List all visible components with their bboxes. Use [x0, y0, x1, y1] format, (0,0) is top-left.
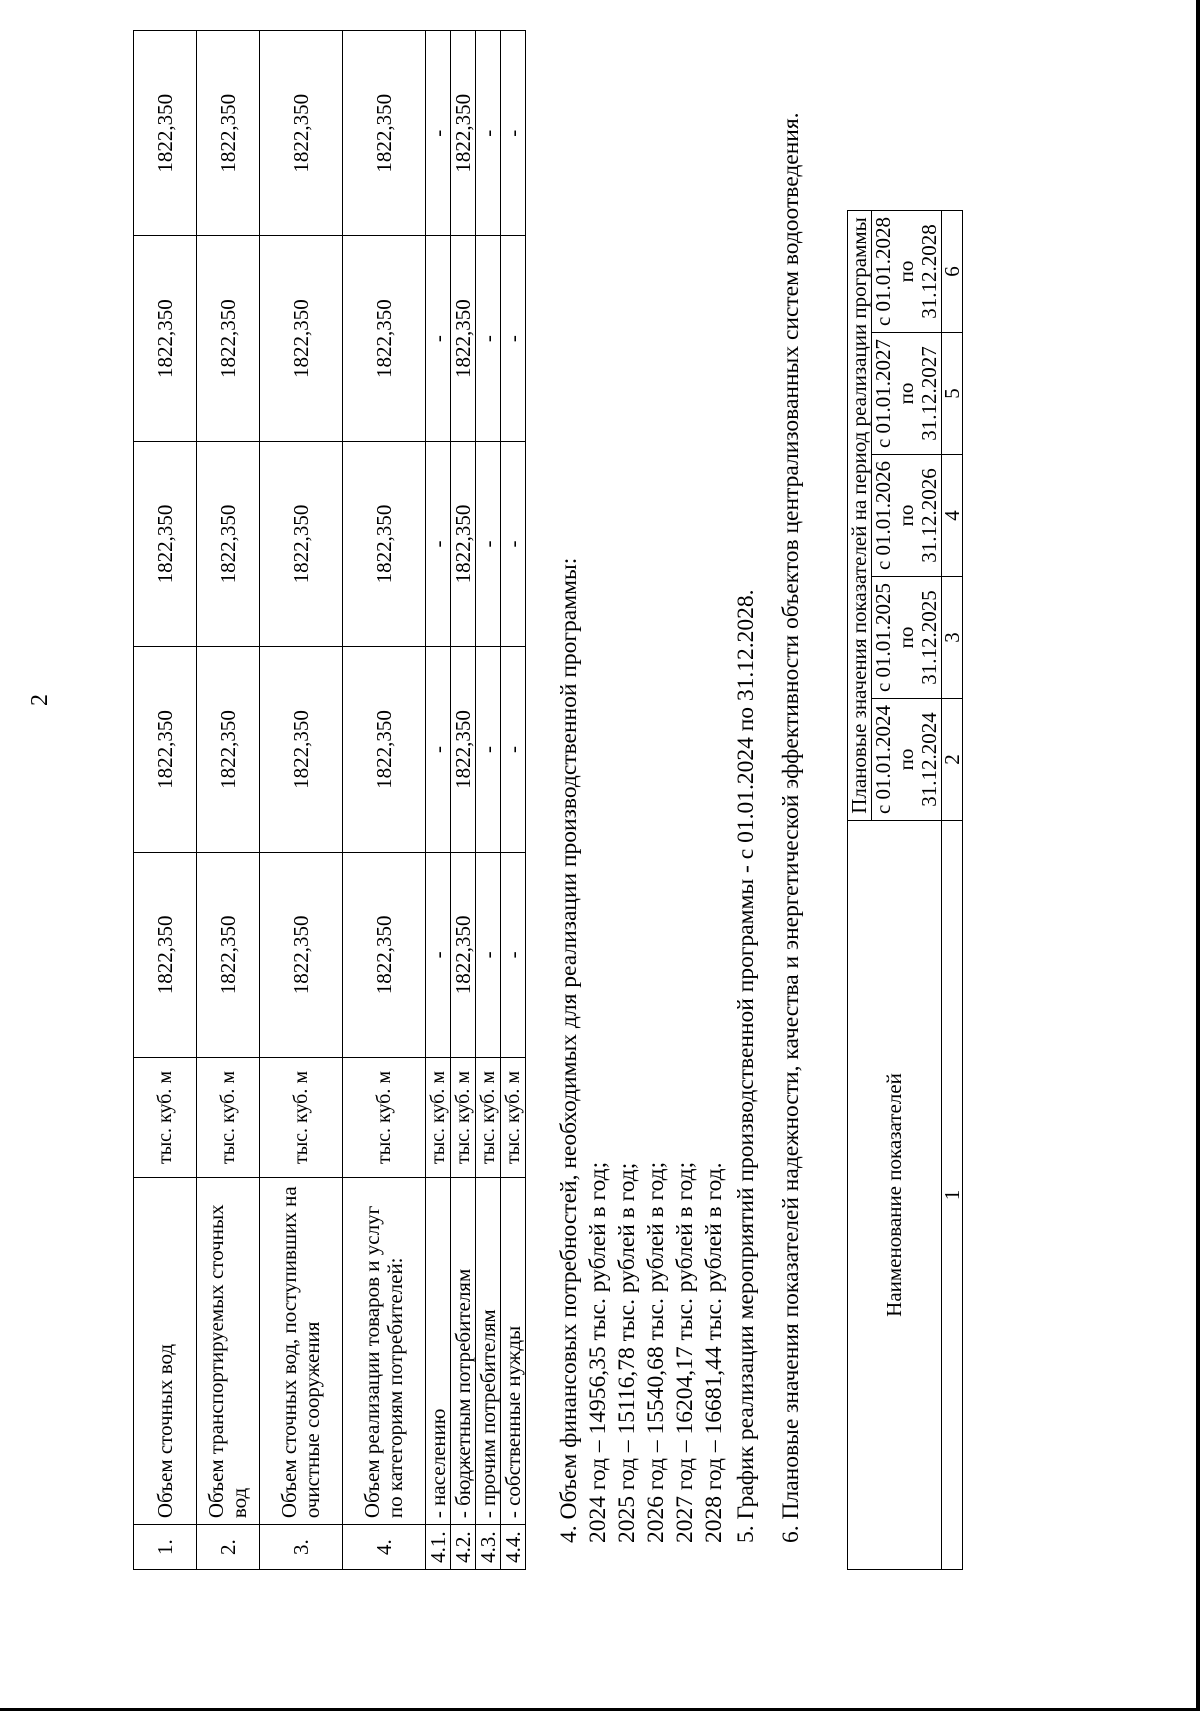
value-cell: -: [476, 441, 501, 646]
period-cell: [872, 211, 942, 333]
value-cell: -: [501, 647, 526, 852]
value-cell: 1822,350: [451, 647, 476, 852]
value-cell: -: [426, 31, 451, 236]
period-from: с 01.01.2024: [871, 704, 895, 815]
value-cell: 1822,350: [343, 647, 426, 852]
unit: тыс. куб. м: [134, 1058, 197, 1178]
period-from: с 01.01.2026: [871, 460, 895, 571]
row-number: 4.1.: [426, 1525, 451, 1570]
value-cell: -: [501, 441, 526, 646]
unit: тыс. куб. м: [501, 1058, 526, 1178]
value-cell: 1822,350: [197, 852, 260, 1057]
volume-row: [501, 31, 526, 1570]
column-number: 1: [942, 821, 963, 1570]
row-number: 3.: [260, 1525, 343, 1570]
period-by: по: [894, 260, 918, 283]
value-cell: -: [476, 31, 501, 236]
value-cell: -: [476, 647, 501, 852]
volume-row: [426, 31, 451, 1570]
value-cell: -: [426, 441, 451, 646]
volume-table: [133, 30, 526, 1570]
financial-line-2026: 2026 год – 15540,68 тыс. рублей в год;: [643, 1161, 669, 1543]
financial-line-2024: 2024 год – 14956,35 тыс. рублей в год;: [585, 1161, 611, 1543]
period-to: 31.12.2024: [917, 712, 941, 807]
volume-row: [343, 31, 426, 1570]
row-number: 4.: [343, 1525, 426, 1570]
period-cell: [872, 577, 942, 699]
value-cell: -: [501, 852, 526, 1057]
value-cell: 1822,350: [134, 852, 197, 1057]
value-cell: 1822,350: [343, 236, 426, 441]
value-cell: 1822,350: [197, 647, 260, 852]
indicator-name: Объем транспортируемых сточных вод: [197, 1177, 260, 1524]
unit: тыс. куб. м: [260, 1058, 343, 1178]
unit: тыс. куб. м: [343, 1058, 426, 1178]
financial-line-2027: 2027 год – 16204,17 тыс. рублей в год;: [672, 1161, 698, 1543]
indicators-section-heading: 6. Плановые значения показателей надежности, качества и энергетической эффективности объектов централизованных систем водоотведения.: [778, 112, 804, 1543]
period-by: по: [894, 504, 918, 527]
value-cell: 1822,350: [134, 441, 197, 646]
row-number: 2.: [197, 1525, 260, 1570]
period-from: с 01.01.2027: [871, 338, 895, 449]
period-to: 31.12.2027: [917, 346, 941, 441]
volume-row: [197, 31, 260, 1570]
value-cell: 1822,350: [451, 236, 476, 441]
volume-row: [451, 31, 476, 1570]
indicators-table: [847, 210, 963, 1570]
period-to: 31.12.2028: [917, 224, 941, 319]
financial-line-2025: 2025 год – 15116,78 тыс. рублей в год;: [614, 1162, 640, 1543]
period-cell: [872, 455, 942, 577]
value-cell: 1822,350: [451, 31, 476, 236]
volume-row: [476, 31, 501, 1570]
row-number: 4.2.: [451, 1525, 476, 1570]
value-cell: 1822,350: [451, 852, 476, 1057]
indicator-name: Объем сточных вод, поступивших на очистные сооружения: [260, 1177, 343, 1524]
value-cell: 1822,350: [260, 31, 343, 236]
volume-row: [134, 31, 197, 1570]
column-number: 3: [942, 577, 963, 699]
period-by: по: [894, 626, 918, 649]
value-cell: 1822,350: [197, 31, 260, 236]
value-cell: -: [426, 852, 451, 1057]
value-cell: -: [426, 236, 451, 441]
value-cell: 1822,350: [451, 441, 476, 646]
period-by: по: [894, 748, 918, 771]
value-cell: -: [476, 236, 501, 441]
value-cell: 1822,350: [260, 236, 343, 441]
period-to: 31.12.2026: [917, 468, 941, 563]
value-cell: 1822,350: [343, 852, 426, 1057]
row-number: 4.4.: [501, 1525, 526, 1570]
value-cell: -: [476, 852, 501, 1057]
period-header: Плановые значения показателей на период реализации программы: [848, 211, 872, 821]
period-from: с 01.01.2025: [871, 582, 895, 693]
value-cell: 1822,350: [134, 647, 197, 852]
row-number: 1.: [134, 1525, 197, 1570]
value-cell: 1822,350: [260, 441, 343, 646]
scan-border-right: [1196, 0, 1200, 1711]
financial-needs-heading: 4. Объем финансовых потребностей, необходимых для реализации производственной программы:: [556, 557, 582, 1543]
schedule-section: 5. График реализации мероприятий производственной программы - с 01.01.2024 по 31.12.2028.: [733, 589, 759, 1543]
value-cell: 1822,350: [197, 441, 260, 646]
column-number: 4: [942, 455, 963, 577]
period-cell: [872, 699, 942, 821]
unit: тыс. куб. м: [197, 1058, 260, 1178]
page-number: 2: [27, 694, 53, 706]
value-cell: 1822,350: [260, 647, 343, 852]
column-number: 5: [942, 333, 963, 455]
unit: тыс. куб. м: [476, 1058, 501, 1178]
volume-row: [260, 31, 343, 1570]
value-cell: 1822,350: [260, 852, 343, 1057]
period-to: 31.12.2025: [917, 590, 941, 685]
rotated-document-page: [25, 0, 1150, 1630]
column-number: 6: [942, 211, 963, 333]
financial-line-2028: 2028 год – 16681,44 тыс. рублей в год.: [701, 1162, 727, 1543]
value-cell: 1822,350: [343, 31, 426, 236]
indicator-name: - прочим потребителям: [476, 1177, 501, 1524]
column-number: 2: [942, 699, 963, 821]
indicator-name: Объем сточных вод: [134, 1177, 197, 1524]
value-cell: -: [501, 236, 526, 441]
indicator-name: - собственные нужды: [501, 1177, 526, 1524]
indicator-name-header: Наименование показателей: [848, 821, 942, 1570]
unit: тыс. куб. м: [451, 1058, 476, 1178]
value-cell: 1822,350: [134, 236, 197, 441]
unit: тыс. куб. м: [426, 1058, 451, 1178]
indicators-header-row: [848, 211, 872, 1570]
value-cell: 1822,350: [197, 236, 260, 441]
period-cell: [872, 333, 942, 455]
period-by: по: [894, 382, 918, 405]
value-cell: -: [501, 31, 526, 236]
indicator-name: Объем реализации товаров и услуг по категориям потребителей:: [343, 1177, 426, 1524]
column-numbers-row: [942, 211, 963, 1570]
indicator-name: - бюджетным потребителям: [451, 1177, 476, 1524]
value-cell: 1822,350: [343, 441, 426, 646]
volume-table-body: [134, 31, 526, 1570]
row-number: 4.3.: [476, 1525, 501, 1570]
value-cell: -: [426, 647, 451, 852]
financial-needs-section: [555, 558, 729, 1543]
indicator-name: - населению: [426, 1177, 451, 1524]
value-cell: 1822,350: [134, 31, 197, 236]
period-from: с 01.01.2028: [871, 216, 895, 327]
